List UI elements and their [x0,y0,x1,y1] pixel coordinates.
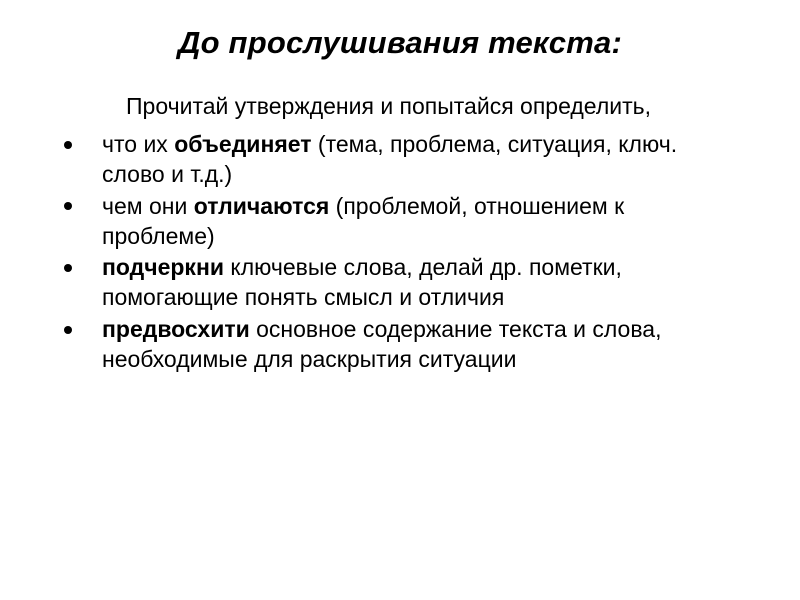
list-item [48,192,742,252]
intro-paragraph: Прочитай утверждения и попытайся определить, [126,93,651,119]
list-item [48,130,742,190]
bullet-dot-icon [64,202,72,210]
bullet-list [48,130,748,375]
list-item-text: что их объединяет (тема, проблема, ситуация, ключ. слово и т.д.) [102,130,678,187]
page-title: До прослушивания текста: [178,25,622,60]
bullet-dot-icon [64,141,72,149]
list-item-text: чем они отличаются (проблемой, отношением к проблеме) [102,192,625,249]
list-item [48,315,742,375]
slide-body [48,92,748,377]
bullet-dot-icon [64,264,72,272]
list-item-text: предвосхити основное содержание текста и слова, необходимые для раскрытия ситуации [102,316,662,373]
list-item [48,253,742,313]
list-item-text: подчеркни ключевые слова, делай др. пометки, помогающие понять смысл и отличия [102,254,622,311]
bullet-dot-icon [64,326,72,334]
